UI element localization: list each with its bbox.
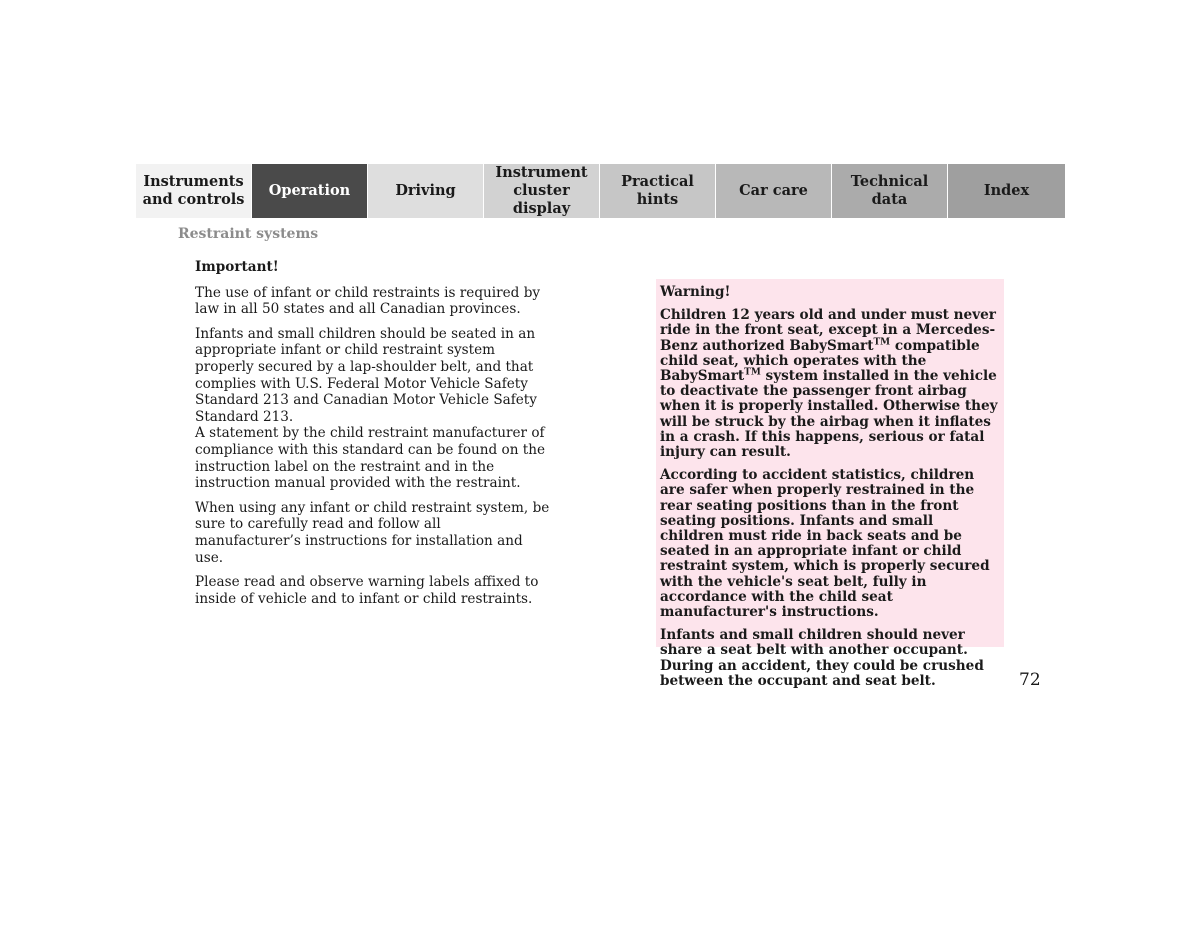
warning-paragraph-share-belt: Infants and small children should never share a seat belt with another occupant. During an accident, they could be crushed between the occupant and seat belt. <box>660 627 984 689</box>
tab-driving[interactable]: Driving <box>368 164 484 218</box>
tab-practical-hints[interactable]: Practical hints <box>600 164 716 218</box>
warning-text-part3: system installed in the vehicle to deactivate the passenger front airbag when it is properly installed. Otherwise they will be struck by the airbag when it inflates in a crash. If this happens, serious or fatal injury can result. <box>660 368 998 461</box>
paragraph-seating-standards <box>195 326 550 426</box>
tab-index[interactable]: Index <box>948 164 1065 218</box>
paragraph-warning-labels: Please read and observe warning labels affixed to inside of vehicle and to infant or child restraints. <box>195 574 539 607</box>
warning-text-part2: compatible child seat, which operates with the BabySmart <box>660 337 980 385</box>
tab-technical-data[interactable]: Technical data <box>832 164 948 218</box>
warning-title: Warning! <box>660 284 731 300</box>
section-title: Restraint systems <box>178 226 319 242</box>
paragraph-read-instructions: When using any infant or child restraint system, be sure to carefully read and follow all manufacturer’s instructions for installation and use. <box>195 499 550 566</box>
trademark-mark: TM <box>744 367 761 378</box>
trademark-mark: TM <box>873 337 891 348</box>
warning-box <box>656 279 1004 689</box>
warning-paragraph-front-seat <box>660 308 1000 460</box>
paragraph-law-requirement: The use of infant or child restraints is required by law in all 50 states and all Canadian provinces. <box>195 284 541 318</box>
warning-paragraph-statistics: According to accident statistics, children are safer when properly restrained in the rear seating positions than in the front seating positions. Infants and small children must ride in back seats and be seated in an appropriate infant or child restraint system, which is properly secured with the vehicle's seat belt, fully in accordance with the child seat manufacturer's instructions. <box>660 467 990 621</box>
tab-instrument-cluster-display[interactable]: Instrument cluster display <box>484 164 600 218</box>
important-heading: Important! <box>195 259 279 275</box>
tab-instruments-and-controls[interactable]: Instruments and controls <box>136 164 252 218</box>
important-notice <box>195 259 550 615</box>
page-number: 72 <box>1019 670 1041 690</box>
tab-car-care[interactable]: Car care <box>716 164 832 218</box>
chapter-tabs <box>136 164 1065 218</box>
warning-text-part1: Children 12 years old and under must never ride in the front seat, except in a Mercedes-Benz authorized BabySmart <box>660 307 996 354</box>
paragraph-seating-standards-text: Infants and small children should be seated in an appropriate infant or child restraint system properly secured by a lap-shoulder belt, and that complies with U.S. Federal Motor Vehicle Safety Standard 213 and Canadian Motor Vehicle Safety Standard 213. <box>195 325 537 425</box>
paragraph-manufacturer-statement: A statement by the child restraint manufacturer of compliance with this standard can be found on the instruction label on the restraint and in the instruction manual provided with the restraint. <box>195 425 546 492</box>
tab-operation[interactable]: Operation <box>252 164 368 218</box>
